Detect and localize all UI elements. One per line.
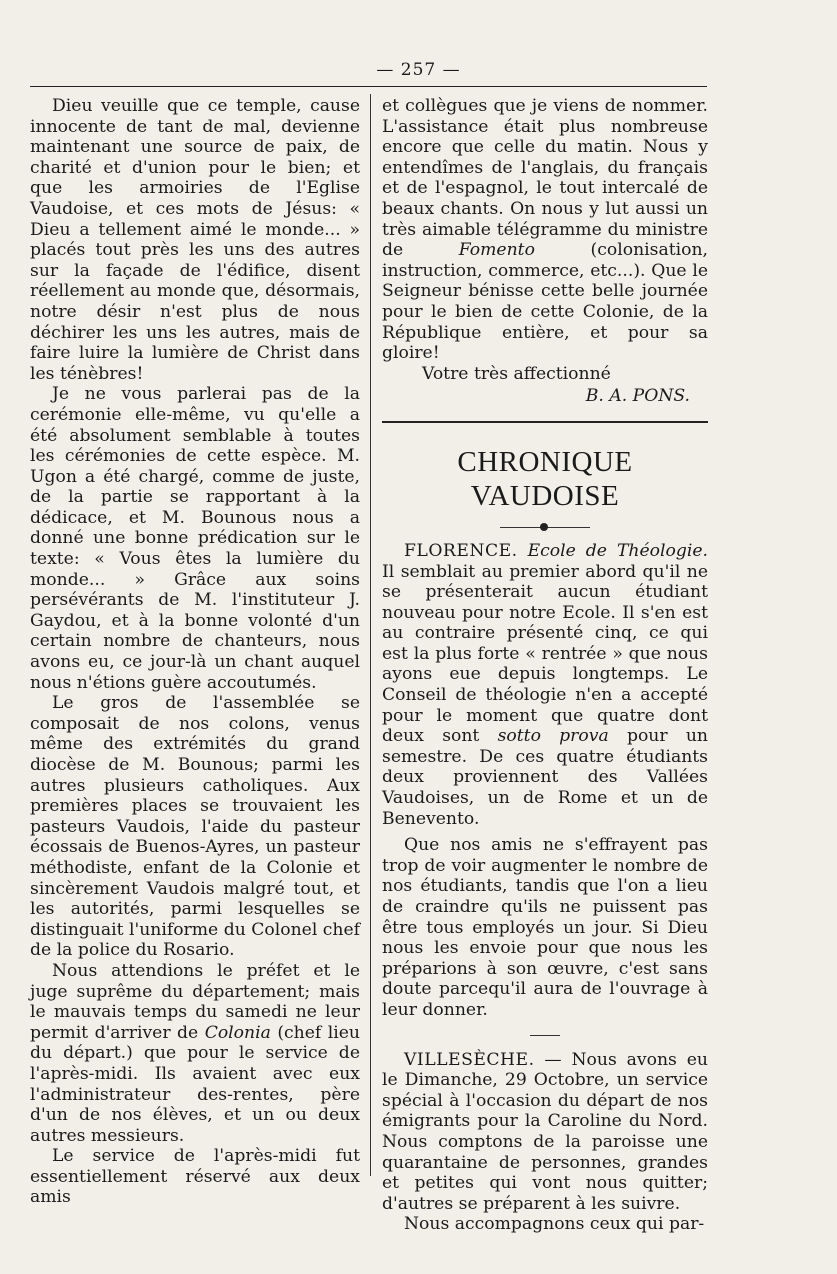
paragraph — [30, 961, 360, 1146]
paragraph: Le gros de l'assemblée se composait de nos colons, venus même des extrémités du grand diocèse de M. Bounous; parmi les autres plusieurs catholiques. Aux premières places se trouvaient les pasteurs Vaudois, l'aide du pasteur écossais de Buenos-Ayres, un pasteur méthodiste, enfant de la Colonie et sincèrement Vaudois malgré tout, et les autorités, parmi lesquelles se distinguait l'uniforme du Colonel chef de la police du Rosario. — [30, 693, 361, 961]
paragraph — [382, 96, 708, 364]
text-run: — Nous avons eu le Dimanche, 29 Octobre, un service spécial à l'occasion du départ de nos émigrants pour la Caroline du Nord. Nous comptons de la paroisse une quarantaine de personnes, grandes et petites qui vont nous quitter; d'autres se préparent à les suivre. — [382, 1049, 708, 1214]
header-rule — [30, 86, 707, 87]
entry-separator — [530, 1035, 560, 1036]
text-run: pour un semestre. De ces quatre étudiants deux proviennent des Vallées Vaudoises, un de Rome et un de Benevento. — [382, 726, 708, 829]
paragraph: Le service de l'après-midi fut essentiellement réservé aux deux amis — [30, 1146, 360, 1208]
emphasis: Fomento — [458, 240, 535, 261]
text-run: (colonisation, instruction, commerce, etc...). Que le Seigneur bénisse cette belle journée pour le bien de cette Colonie, de la République entière, et pour sa gloire! — [382, 240, 708, 364]
entry-heading: FLORENCE. — [404, 540, 518, 561]
text-run: Nous attendions le préfet et le juge suprême du département; mais le mauvais temps du samedi ne leur permit d'arriver de — [30, 960, 360, 1043]
paragraph: Je ne vous parlerai pas de la cerémonie elle-même, vu qu'elle a été absolument semblable à toutes les cérémonies de cette espèce. M. Ugon a été chargé, comme de juste, de la partie se rapportant à la dédicace, et M. Bounous nous a donné une bonne prédication sur le texte: « Vous êtes la lumière du monde... » Grâce aux soins persévérants de M. l'instituteur J. Gaydou, et à la bonne volonté d'un certain nombre de chanteurs, nous avons eu, ce jour-là un chant auquel nous n'étions guère accoutumés. — [30, 384, 360, 693]
column-divider — [370, 94, 371, 1176]
entry-subheading: Ecole de Théologie. — [527, 540, 708, 561]
text-run: Il semblait au premier abord qu'il ne se présenterait aucun étudiant nouveau pour notre Ecole. Il s'en est au contraire présenté cinq, ce qui est la plus forte « rentrée » que nous ayons eue depuis longtemps. Le Conseil de théologie n'en a accepté pour le moment que quatre dont deux sont — [382, 561, 708, 747]
right-column — [382, 96, 708, 1235]
page-number: — 257 — — [376, 60, 461, 80]
text-run: et collègues que je viens de nommer. L'assistance était plus nombreuse encore que celle du matin. Nous y entendîmes de l'anglais, du français et de l'espagnol, le tout intercalé de beaux chants. On nous y lut aussi un très aimable télégramme du ministre de — [382, 96, 708, 261]
paragraph: Que nos amis ne s'effrayent pas trop de voir augmenter le nombre de nos étudiants, tandis que l'on a lieu de craindre qu'ils ne puissent pas être tous employés un jour. Si Dieu nous les envoie pour que nous les préparions à son œuvre, c'est sans doute parcequ'il aura de l'ouvrage à leur donner. — [382, 835, 708, 1020]
paragraph: Dieu veuille que ce temple, cause innocente de tant de mal, devienne maintenant une source de paix, de charité et d'union pour le bien; et que les armoiries de l'Eglise Vaudoise, et ces mots de Jésus: « Dieu a tellement aimé le monde... » placés tout près les uns des autres sur la façade de l'édifice, disent réellement au monde que, désormais, notre désir n'est plus de nous déchirer les uns les autres, mais de faire luire la lumière de Christ dans les ténèbres! — [30, 96, 360, 384]
paragraph: Nous accompagnons ceux qui par- — [404, 1214, 705, 1235]
paragraph — [382, 1050, 708, 1215]
section-title: CHRONIQUE VAUDOISE — [457, 445, 633, 512]
text-run: (chef lieu du départ.) que pour le service de l'après-midi. Ils avaient avec eux l'administrateur des-rentes, père d'un de nos élèves, et un ou deux autres messieurs. — [30, 1022, 360, 1146]
emphasis: sotto prova — [497, 726, 609, 747]
paragraph — [382, 541, 708, 829]
letter-signoff: Votre très affectionné — [422, 363, 611, 384]
emphasis: Colonia — [204, 1022, 271, 1043]
left-column — [30, 96, 360, 1208]
section-rule — [382, 421, 708, 423]
entry-heading: VILLESÈCHE. — [404, 1049, 535, 1070]
letter-signature: B. A. PONS. — [585, 386, 690, 407]
ornament-dot — [540, 523, 548, 531]
ornament-divider — [382, 519, 708, 535]
